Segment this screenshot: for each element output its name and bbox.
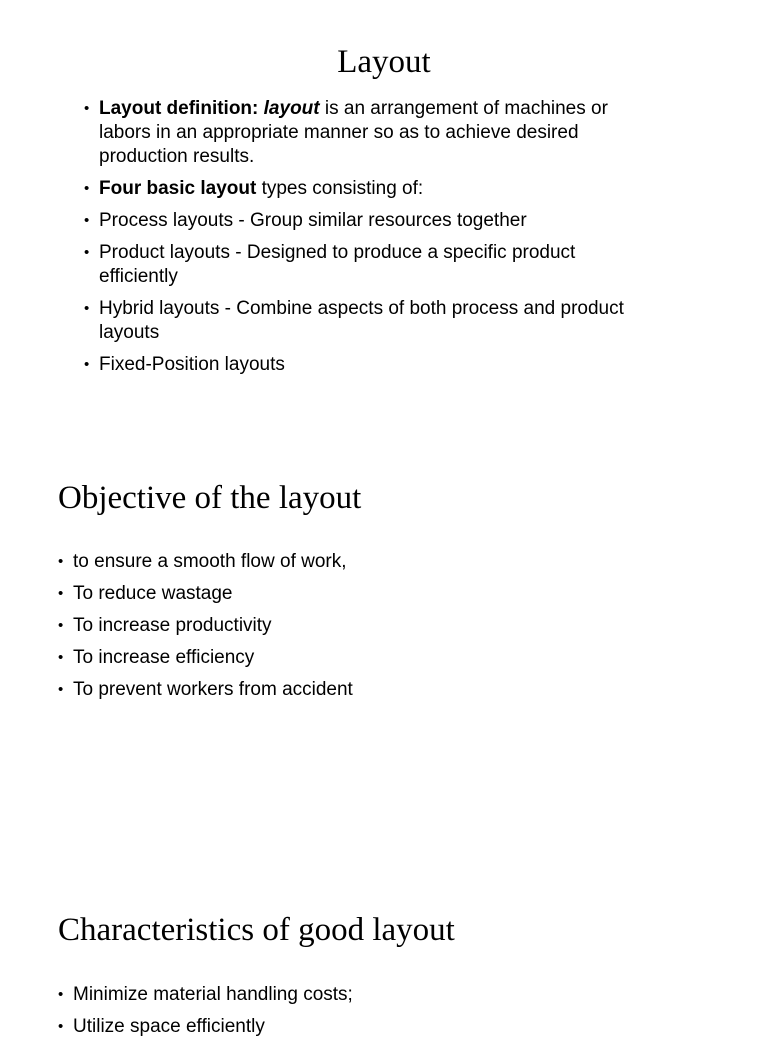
- slide-title: Objective of the layout: [58, 480, 362, 516]
- list-item: • Utilize space efficiently: [58, 1015, 658, 1039]
- list-item: • To reduce wastage: [58, 582, 658, 606]
- list-item: • To prevent workers from accident: [58, 678, 658, 702]
- slide-layout: [0, 0, 768, 420]
- list-item: • To increase efficiency: [58, 646, 658, 670]
- list-item: • Minimize material handling costs;: [58, 983, 658, 1007]
- list-item: • Hybrid layouts - Combine aspects of both process and product layouts: [84, 297, 644, 345]
- bullet-bold-lead: Four basic layout: [99, 178, 257, 199]
- bullet-text: is an arrangement of machines or labors in an appropriate manner so as to achieve desired production results.: [99, 98, 608, 167]
- list-item: • To increase productivity: [58, 614, 658, 638]
- bullet-list: [84, 97, 644, 385]
- list-item: • Product layouts - Designed to produce a specific product efficiently: [84, 241, 644, 289]
- list-item: • Process layouts - Group similar resources together: [84, 209, 644, 233]
- bullet-bold-italic-term: layout: [263, 98, 320, 119]
- list-item: [84, 177, 644, 201]
- slide-title: Characteristics of good layout: [58, 912, 455, 948]
- bullet-text: types consisting of:: [256, 178, 424, 199]
- bullet-list: [58, 550, 658, 710]
- bullet-list: [58, 983, 658, 1047]
- list-item: • to ensure a smooth flow of work,: [58, 550, 658, 574]
- slide-title: Layout: [337, 44, 431, 80]
- slide-characteristics: [0, 840, 768, 1037]
- slide-objective: [0, 420, 768, 840]
- bullet-bold-lead: Layout definition:: [99, 98, 259, 119]
- list-item: • Fixed-Position layouts: [84, 353, 644, 377]
- list-item: [84, 97, 644, 169]
